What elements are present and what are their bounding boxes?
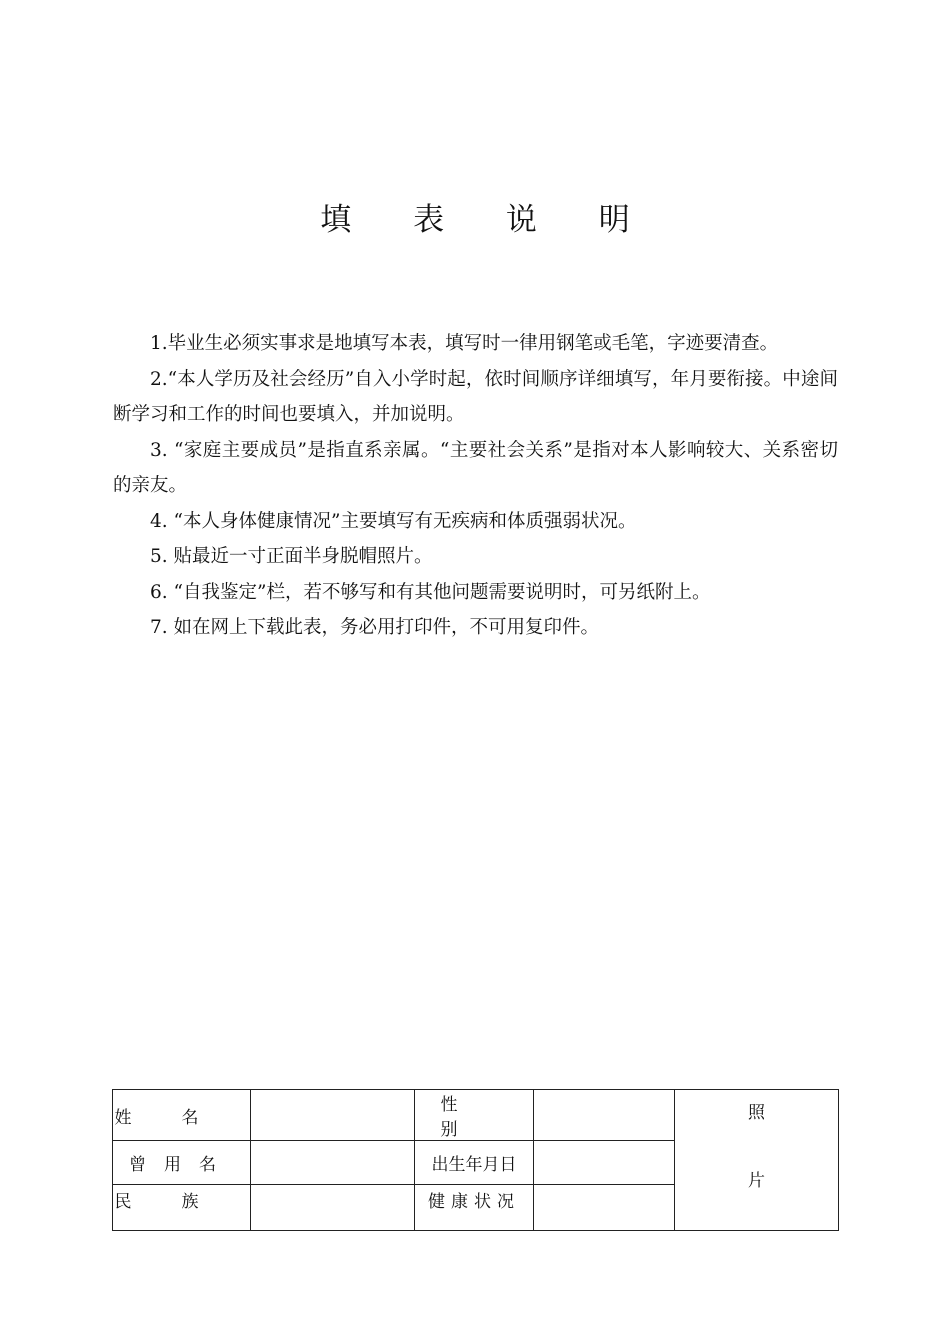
instruction-item-6: 6. “自我鉴定”栏，若不够写和有其他问题需要说明时，可另纸附上。 [150, 581, 711, 603]
ethnicity-label: 民族 [114, 1192, 249, 1212]
table-row [113, 1090, 839, 1141]
photo-box[interactable] [675, 1090, 839, 1231]
health-field[interactable] [534, 1185, 675, 1231]
name-label-cell [113, 1090, 251, 1141]
instruction-item-3: 3. “家庭主要成员”是指直系亲属。“主要社会关系”是指对本人影响较大、关系密切的亲友。 [113, 439, 838, 496]
gender-field[interactable] [534, 1090, 675, 1141]
instruction-item-2: 2.“本人学历及社会经历”自入小学时起，依时间顺序详细填写，年月要衔接。中途间断学习和工作的时间也要填入，并加说明。 [113, 368, 838, 425]
instructions-list [113, 326, 838, 646]
former-name-label-cell [113, 1141, 251, 1185]
health-label: 健康状况 [428, 1192, 520, 1212]
birth-label-cell [415, 1141, 534, 1185]
photo-label-top: 照 [748, 1103, 765, 1123]
health-label-cell [415, 1185, 534, 1231]
gender-label-cell [415, 1090, 534, 1141]
birth-field[interactable] [534, 1141, 675, 1185]
former-name-field[interactable] [251, 1141, 415, 1185]
former-name-label: 曾用名 [129, 1155, 234, 1175]
personal-info-table [112, 1089, 839, 1231]
ethnicity-field[interactable] [251, 1185, 415, 1231]
birth-label: 出生年月日 [431, 1155, 517, 1175]
name-field[interactable] [251, 1090, 415, 1141]
name-label: 姓名 [114, 1107, 249, 1128]
instruction-item-7: 7. 如在网上下载此表，务必用打印件，不可用复印件。 [150, 617, 600, 638]
photo-label-bottom: 片 [748, 1171, 765, 1191]
ethnicity-label-cell [113, 1185, 251, 1231]
instruction-item-4: 4. “本人身体健康情况”主要填写有无疾病和体质强弱状况。 [150, 510, 637, 532]
page-title: 填 表 说 明 [320, 202, 656, 238]
gender-label: 性别 [440, 1095, 508, 1140]
instruction-item-5: 5. 贴最近一寸正面半身脱帽照片。 [150, 546, 433, 567]
instruction-item-1: 1.毕业生必须实事求是地填写本表，填写时一律用钢笔或毛笔，字迹要清查。 [150, 333, 779, 354]
